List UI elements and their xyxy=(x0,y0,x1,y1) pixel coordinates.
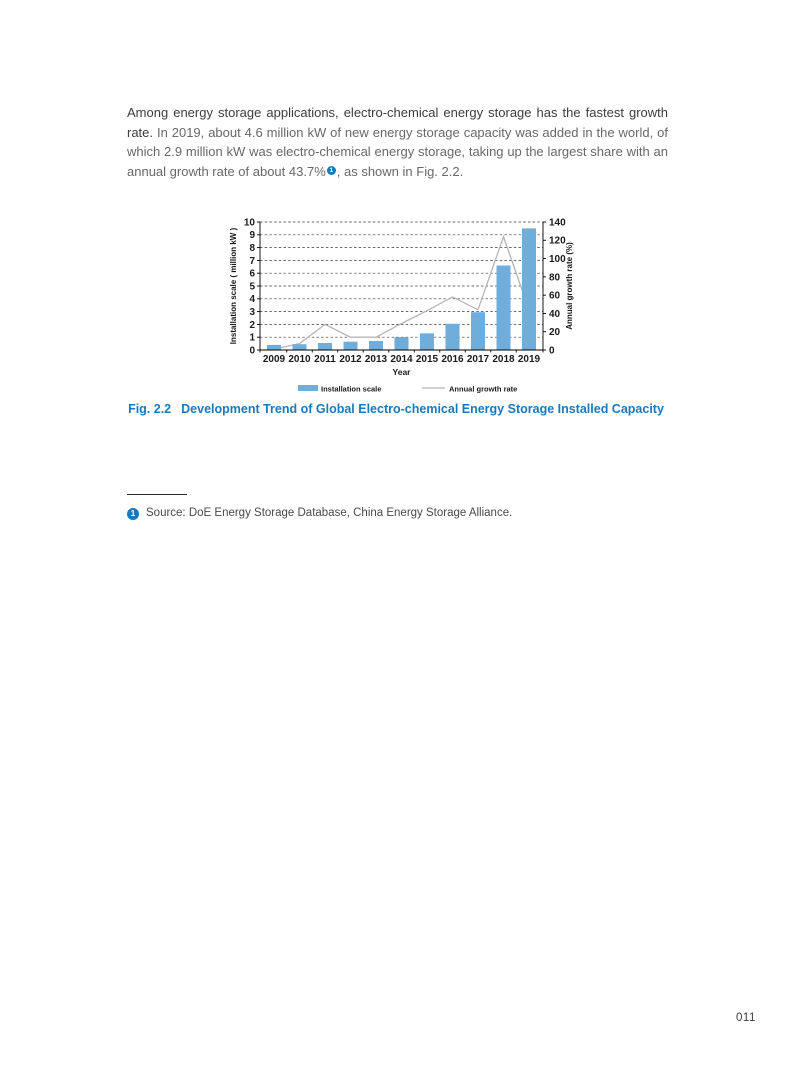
left-tick-label: 8 xyxy=(249,243,255,254)
figure-caption-title: Development Trend of Global Electro-chemical Energy Storage Installed Capacity xyxy=(181,402,664,416)
x-tick-label: 2009 xyxy=(262,354,286,365)
installed-capacity-chart xyxy=(228,212,588,402)
body-paragraph xyxy=(127,103,668,181)
page-number: 011 xyxy=(736,1012,756,1024)
installation-bar xyxy=(344,342,358,350)
x-tick-label: 2015 xyxy=(415,354,439,365)
left-tick-label: 1 xyxy=(249,332,255,344)
x-axis-label: Year xyxy=(392,367,411,377)
left-tick-label: 9 xyxy=(249,230,255,242)
lead-sentence: Among energy storage applications, electro-chemical energy storage has the fastest growth rate. xyxy=(127,105,668,140)
left-tick-label: 4 xyxy=(249,294,255,306)
installation-bar xyxy=(395,337,409,350)
x-tick-label: 2014 xyxy=(390,354,413,365)
left-tick-label: 5 xyxy=(249,281,255,293)
installation-bar xyxy=(369,341,383,350)
figure-caption-label: Fig. 2.2 xyxy=(128,402,172,416)
installation-bar xyxy=(497,266,511,350)
installation-bar xyxy=(471,312,485,350)
installation-bar xyxy=(446,324,460,350)
right-tick-label: 40 xyxy=(549,308,561,320)
right-tick-label: 80 xyxy=(549,272,561,284)
x-tick-label: 2018 xyxy=(492,354,515,365)
left-tick-label: 0 xyxy=(249,345,255,357)
right-tick-label: 140 xyxy=(549,217,566,229)
left-tick-label: 3 xyxy=(249,307,255,318)
right-tick-label: 100 xyxy=(549,253,566,265)
installation-bar xyxy=(293,344,307,350)
left-tick-label: 7 xyxy=(249,255,255,267)
growth-rate-line xyxy=(274,237,529,349)
legend-label-growth: Annual growth rate xyxy=(449,384,518,394)
right-tick-label: 20 xyxy=(549,327,561,339)
left-tick-label: 10 xyxy=(243,217,255,229)
x-tick-label: 2010 xyxy=(288,354,311,365)
right-tick-label: 120 xyxy=(549,235,566,247)
figure-caption xyxy=(116,402,676,416)
left-axis-label: Installation scale ( million kW ) xyxy=(229,227,238,345)
legend-label-installation: Installation scale xyxy=(321,384,382,394)
x-tick-label: 2016 xyxy=(441,354,464,365)
x-tick-label: 2011 xyxy=(314,354,336,365)
footnote xyxy=(127,507,668,520)
footnote-text: Source: DoE Energy Storage Database, China Energy Storage Alliance. xyxy=(146,507,513,519)
footnote-marker: 1 xyxy=(127,508,139,520)
right-tick-label: 60 xyxy=(549,290,561,302)
right-tick-label: 0 xyxy=(549,345,555,357)
x-tick-label: 2012 xyxy=(339,354,362,365)
footnote-ref-marker: 1 xyxy=(327,166,336,175)
installation-bar xyxy=(318,343,332,350)
installation-bar xyxy=(420,333,434,350)
left-tick-label: 2 xyxy=(249,319,255,331)
x-tick-label: 2019 xyxy=(517,354,541,365)
footnote-separator xyxy=(127,494,187,495)
x-tick-label: 2013 xyxy=(364,354,388,365)
installation-bar xyxy=(522,228,536,350)
x-tick-label: 2017 xyxy=(466,354,490,365)
paragraph-body: In 2019, about 4.6 million kW of new energy storage capacity was added in the world, of which 2.9 million kW was electro-chemical energy storage, taking up the largest share with an annual growth rate of about 43.7% xyxy=(127,124,668,179)
left-tick-label: 6 xyxy=(249,268,255,280)
legend-swatch-installation xyxy=(298,385,318,391)
paragraph-body-end: , as shown in Fig. 2.2. xyxy=(336,163,464,179)
right-axis-label: Annual growth rate (%) xyxy=(565,242,574,330)
installation-bar xyxy=(267,345,281,350)
